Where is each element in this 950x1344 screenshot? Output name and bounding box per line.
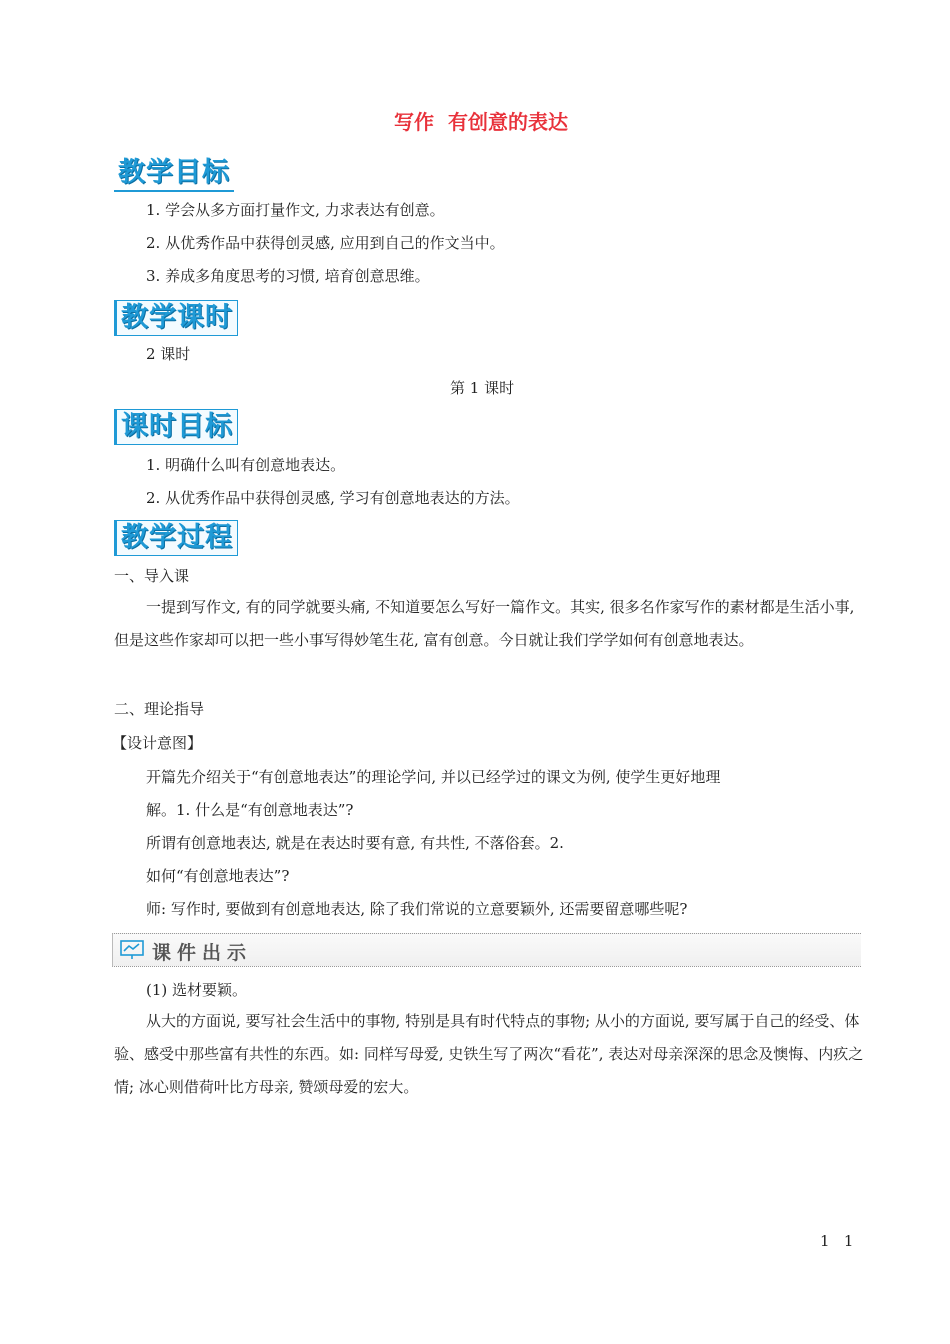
design-line-4: 如何“有创意地表达”? xyxy=(146,867,290,885)
design-line-5: 师: 写作时, 要做到有创意地表达, 除了我们常说的立意要颖外, 还需要留意哪些呢? xyxy=(146,900,688,918)
section-heading-goals: 教学目标 xyxy=(114,156,234,192)
part1-title: 一、导入课 xyxy=(114,567,190,585)
design-line-2: 解。1. 什么是“有创意地表达”? xyxy=(146,801,354,819)
page-title: 写作 有创意的表达 xyxy=(394,110,568,134)
page-number: 1 1 xyxy=(820,1232,854,1250)
presentation-icon xyxy=(120,940,144,960)
design-line-3: 所谓有创意地表达, 就是在表达时要有意, 有共性, 不落俗套。2. xyxy=(146,834,564,852)
lesson-goal-item-1: 1. 明确什么叫有创意地表达。 xyxy=(146,456,346,474)
section-heading-lesson-goals: 课时目标 xyxy=(114,409,238,445)
goal-item-2: 2. 从优秀作品中获得创灵感, 应用到自己的作文当中。 xyxy=(146,234,505,252)
lesson-label: 第 1 课时 xyxy=(450,379,515,397)
goal-item-3: 3. 养成多角度思考的习惯, 培育创意思维。 xyxy=(146,267,430,285)
section-heading-hours: 教学课时 xyxy=(114,300,238,336)
goal-item-1: 1. 学会从多方面打量作文, 力求表达有创意。 xyxy=(146,201,445,219)
design-line-1: 开篇先介绍关于“有创意地表达”的理论学问, 并以已经学过的课文为例, 使学生更好地理 xyxy=(146,768,721,786)
design-label: 【设计意图】 xyxy=(112,734,203,752)
courseware-label: 课件出示 xyxy=(152,942,253,964)
part1-paragraph: 一提到写作文, 有的同学就要头痛, 不知道要怎么写好一篇作文。其实, 很多名作家写作的素材都是生活小事, 但是这些作家却可以把一些小事写得妙笔生花, 富有创意。今日就让我们学学如何有创意地表达。 xyxy=(114,598,855,649)
point1-title: (1) 选材要颖。 xyxy=(146,981,248,999)
section-heading-process: 教学过程 xyxy=(114,520,238,556)
hours-text: 2 课时 xyxy=(146,345,191,363)
point1-paragraph: 从大的方面说, 要写社会生活中的事物, 特别是具有时代特点的事物; 从小的方面说, 要写属于自己的经受、体验、感受中那些富有共性的东西。如: 同样写母爱, 史铁生写了两次“看花”, 表达对母亲深深的思念及懊悔、内疚之情; 冰心则借荷叶比方母亲, 赞颂母爱的宏大。 xyxy=(114,1012,864,1096)
part2-title: 二、理论指导 xyxy=(114,700,205,718)
lesson-goal-item-2: 2. 从优秀作品中获得创灵感, 学习有创意地表达的方法。 xyxy=(146,489,520,507)
